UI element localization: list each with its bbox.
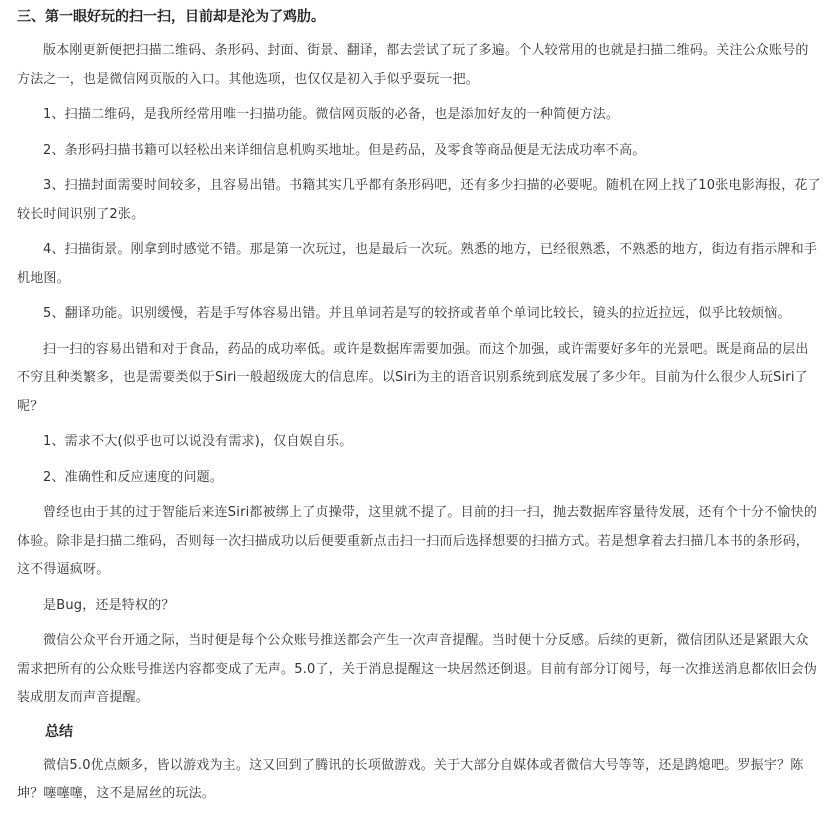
paragraph: 版本刚更新便把扫描二维码、条形码、封面、街景、翻译，都去尝试了玩了多遍。个人较常用的也就是扫描二维码。关注公众账号的方法之一，也是微信网页版的入口。其他选项，也仅仅是初入手似乎耍玩一把。 bbox=[17, 43, 809, 87]
paragraph: 微信公众平台开通之际，当时便是每个公众账号推送都会产生一次声音提醒。当时便十分反感。后续的更新，微信团队还是紧跟大众需求把所有的公众账号推送内容都变成了无声。5.0了，关于消息提醒这一块居然还倒退。目前有部分订阅号，每一次推送消息都依旧会伪装成朋友而声音提醒。 bbox=[17, 633, 818, 705]
list-item-barcode: 2、条形码扫描书籍可以轻松出来详细信息机购买地址。但是药品，及零食等商品便是无法成功率不高。 bbox=[43, 142, 646, 158]
article-body bbox=[0, 3, 821, 809]
list-item-accuracy: 2、准确性和反应速度的问题。 bbox=[43, 469, 224, 485]
list-item-cover: 3、扫描封面需要时间较多，且容易出错。书籍其实几乎都有条形码吧，还有多少扫描的必要呢。随机在网上找了10张电影海报，花了较长时间识别了2张。 bbox=[17, 178, 821, 222]
list-item-qr-code: 1、扫描二维码，是我所经常用唯一扫描功能。微信网页版的必备，也是添加好友的一种简便方法。 bbox=[43, 107, 620, 122]
summary-paragraph: 微信5.0优点颇多，皆以游戏为主。这又回到了腾讯的长项做游戏。关于大部分自媒体或者微信大号等等，还是鹍熄吧。罗振宇？陈坤？噻噻噻，这不是屌丝的玩法。 bbox=[17, 757, 804, 801]
section-heading: 三、第一眼好玩的扫一扫，目前却是沦为了鸡肋。 bbox=[17, 9, 325, 25]
paragraph: 扫一扫的容易出错和对于食品，药品的成功率低。或许是数据库需要加强。而这个加强，或许需要好多年的光景吧。既是商品的层出不穷且种类繁多，也是需要类似于Siri一般超级庞大的信息库。以Siri为主的语音识别系统到底发展了多少年。目前为什么很少人玩Siri了呢？ bbox=[17, 341, 809, 414]
list-item-translate: 5、翻译功能。识别缓慢，若是手写体容易出错。并且单词若是写的较挤或者单个单词比较长，镜头的拉近拉远，似乎比较烦恼。 bbox=[43, 306, 791, 321]
paragraph: 曾经也由于其的过于智能后来连Siri都被绑上了贞操带，这里就不提了。目前的扫一扫，抛去数据库容量待发展，还有个十分不愉快的体验。除非是扫描二维码，否则每一次扫描成功以后便要重新点击扫一扫而后选择想要的扫描方式。若是想拿着去扫描几本书的条形码，这不得逼疯呀。 bbox=[17, 505, 818, 577]
list-item-street-view: 4、扫描街景。刚拿到时感觉不错。那是第一次玩过，也是最后一次玩。熟悉的地方，已经很熟悉，不熟悉的地方，街边有指示牌和手机地图。 bbox=[17, 242, 818, 286]
list-item-demand: 1、需求不大(似乎也可以说没有需求)，仅自娱自乐。 bbox=[43, 434, 353, 449]
summary-heading: 总结 bbox=[45, 723, 73, 740]
paragraph-question: 是Bug，还是特权的？ bbox=[43, 597, 175, 613]
